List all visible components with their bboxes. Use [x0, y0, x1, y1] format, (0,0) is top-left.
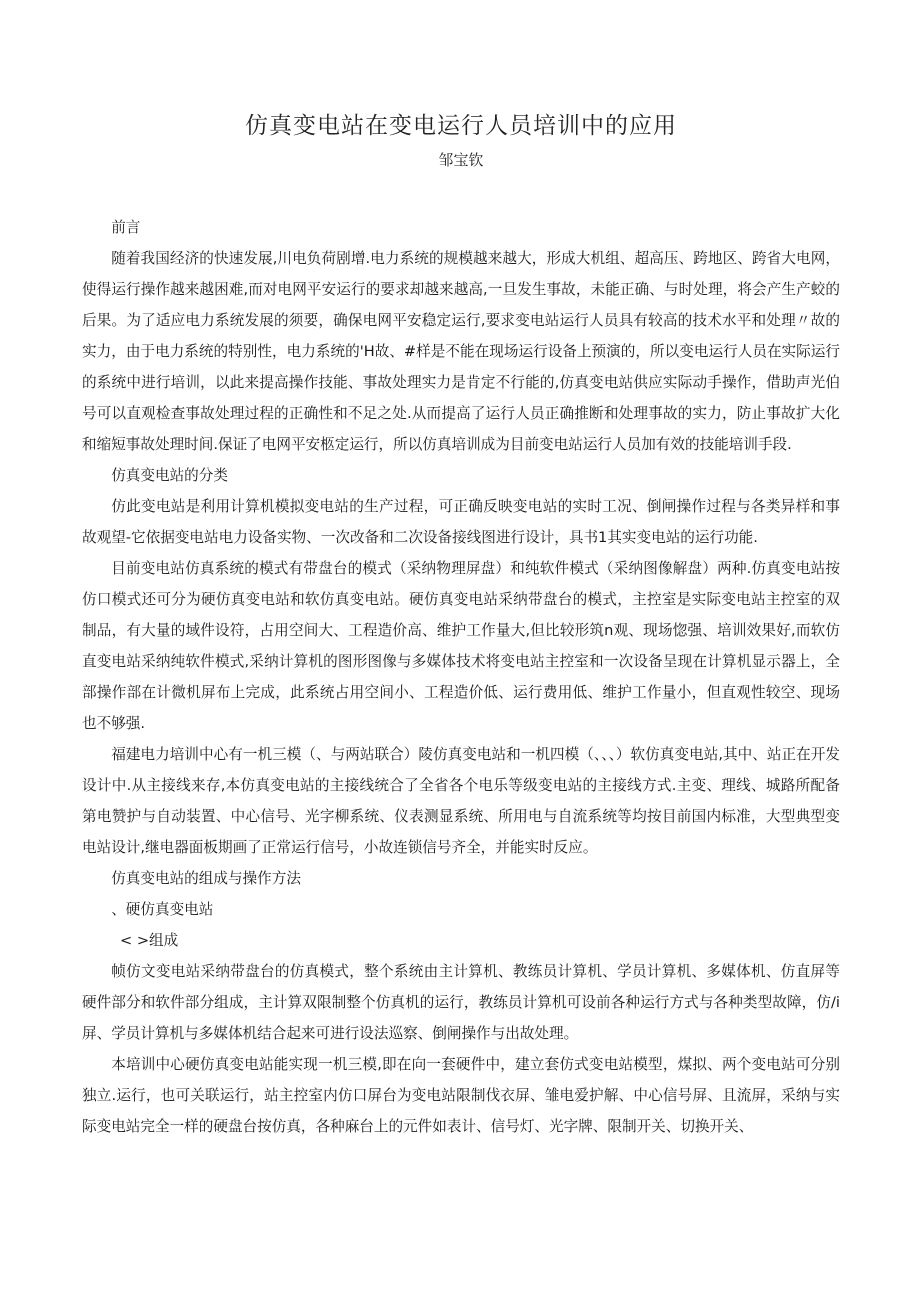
section-heading: 、硬仿真变电站	[111, 901, 214, 918]
paragraph: 仿此变电站是利用计算机模拟变电站的生产过程，可正确反映变电站的实时工况、倒闸操作过程与各类异样和事故观望-它依据变电站电力设备实物、一次改备和二次设备接线图进行设计，具书1其实变电站的运行功能.	[82, 498, 840, 546]
paragraph: 随着我国经济的快速发展,川电负荷剧增.电力系统的规模越来越大，形成大机组、超高压、跨地区、跨省大电网，使得运行操作越来越困难,而对电网平安运行的要求却越来越高,一旦发生事故，未能正确、与时处理，将会产生产蛟的后果。为了适应电力系统发展的须要，确保电网平安稳定运行,要求变电站运行人员具有较高的技术水平和处理〃故的实力，由于电力系统的特别性，电力系统的'H故、#样是不能在现场运行设备上预演的，所以变电运行人员在实际运行的系统中进行培训，以此来提高操作技能、事故处理实力是肯定不行能的,仿真变电站供应实际动手操作，借助声光伯号可以直观检查事故处理过程的正确性和不足之处.从而提高了运行人员正确推断和处理事故的实力，防止事故扩大化和缩短事故处理时间.保证了电网平安柩定运行，所以仿真培训成为目前变电站运行人员加有效的技能培训手段.	[82, 250, 840, 453]
section-heading: 仿真变电站的分类	[111, 467, 228, 484]
paragraph: 福建电力培训中心有一机三模（、与两站联合）陵仿真变电站和一机四模（、、、）软仿真变电站,其中、站正在开发设计中.从主接线来存,本仿真变电站的主接线统合了全省各个电乐等级变电站的主接线方式.主变、理线、城路所配备第电赞护与自动装置、中心信号、光字柳系统、仪表测显系统、所用电与自流系统等均按目前国内标准，大型典型变电站设计,继电器面板期画了正常运行信号，小故连锁信号齐全，并能实时反应。	[82, 746, 840, 856]
paragraph: 帧仿文变电站采纳带盘台的仿真模式，整个系统由主计算机、教练员计算机、学员计算机、多媒体机、仿直屏等硬件部分和软件部分组成，主计算双限制整个仿真机的运行，教练员计算机可设前各种运行方式与各种类型故障，仿/i屏、学员计算机与多媒体机结合起来可进行设法巡察、倒闸操作与出故处理。	[82, 963, 840, 1042]
document-body	[82, 212, 840, 1142]
subsection-heading: < >组成	[119, 932, 179, 949]
paragraph: 目前变电站仿真系统的模式有带盘台的模式（采纳物理屏盘）和纯软件模式（采纳图像解盘）两种.仿真变电站按仿口模式还可分为硬仿真变电站和软仿真变电站。硬仿真变电站采纳带盘台的模式，主控室是实际变电站主控室的双制品，有大量的域件设符，占用空间大、工程造价高、维护工作量大,但比较形筑n观、现场惚强、培训效果好,而软仿直变电站采纳纯软件模式,采纳计算机的图形图像与多媒体技术将变电站主控室和一次设备呈现在计算机显示器上，全部操作部在计微机屏布上完成，此系统占用空间小、工程造价低、运行费用低、维护工作量小，但直观性较空、现场也不够强.	[82, 560, 840, 732]
document-title: 仿真变电站在变电运行人员培训中的应用	[245, 113, 677, 139]
document-page	[82, 108, 840, 1142]
document-author: 邹宝钦	[438, 151, 484, 169]
section-heading: 前言	[111, 219, 141, 236]
paragraph: 本培训中心硬仿真变电站能实现一机三模,即在向一套硬件中，建立套仿式变电站模型，煤拟、两个变电站可分别独立.运行，也可关联运行，站主控室内仿口屏台为变电站限制伐衣屏、雏电爱护解、中心信号屏、且流屏，采纳与实际变电站完全一样的硬盘台按仿真，各种麻台上的元件如表计、信号灯、光字牌、限制开关、切换开关、	[82, 1056, 840, 1135]
section-heading: 仿真变电站的组成与操作方法	[111, 870, 301, 887]
